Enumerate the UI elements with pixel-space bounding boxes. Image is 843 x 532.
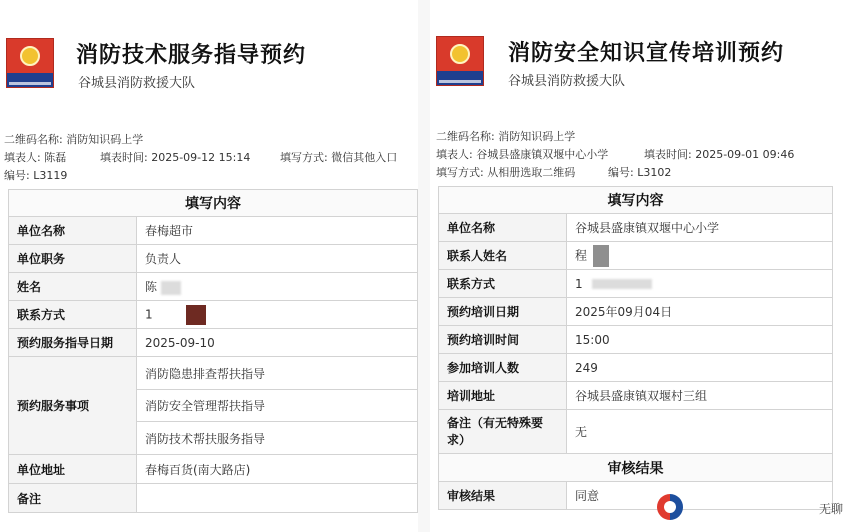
qrcode-name: 二维码名称: 消防知识码上学 — [436, 130, 576, 143]
contact-value: 1 — [145, 307, 153, 321]
fill-method: 填写方式: 微信其他入口 — [280, 151, 398, 164]
training-time-value: 15:00 — [567, 326, 833, 354]
remark-value — [137, 484, 418, 513]
table-row — [9, 273, 418, 301]
watermark-text: 无聊 — [819, 502, 843, 516]
service-item: 消防技术帮扶服务指导 — [137, 422, 418, 455]
table-row — [9, 357, 418, 390]
service-item: 消防安全管理帮扶指导 — [137, 390, 418, 422]
field-label: 审核结果 — [439, 482, 567, 510]
table-row — [439, 410, 833, 454]
unit-name-value: 春梅超市 — [137, 217, 418, 245]
form-content-table — [8, 189, 418, 513]
field-label: 备注 — [9, 484, 137, 513]
table-row — [9, 217, 418, 245]
review-result-value: 同意 — [567, 482, 833, 510]
table-row — [439, 298, 833, 326]
table-row — [9, 329, 418, 357]
table-row — [9, 455, 418, 484]
table-row — [9, 245, 418, 273]
table-row — [439, 382, 833, 410]
form-content-table — [438, 186, 833, 510]
blurred-redaction — [593, 245, 609, 267]
section-title: 填写内容 — [9, 190, 418, 217]
left-form-panel — [0, 0, 418, 532]
review-section-title: 审核结果 — [439, 454, 833, 482]
contact-value: 1 — [575, 276, 583, 291]
training-address-value: 谷城县盛康镇双堰村三组 — [567, 382, 833, 410]
record-number: 编号: L3119 — [4, 169, 68, 182]
participant-count-value: 249 — [567, 354, 833, 382]
table-row — [439, 354, 833, 382]
organization-name: 谷城县消防救援大队 — [508, 74, 626, 89]
contact-name-value: 程 — [575, 248, 588, 262]
training-date-value: 2025年09月04日 — [567, 298, 833, 326]
field-label: 单位名称 — [9, 217, 137, 245]
blurred-redaction — [592, 279, 652, 289]
table-row — [9, 484, 418, 513]
field-label: 联系人姓名 — [439, 242, 567, 270]
fill-method: 填写方式: 从相册选取二维码 — [436, 166, 576, 179]
organization-name: 谷城县消防救援大队 — [78, 76, 196, 91]
fire-rescue-logo-icon — [436, 36, 484, 86]
name-value: 陈 — [145, 280, 158, 294]
filler-name: 填表人: 谷城县盛康镇双堰中心小学 — [436, 148, 609, 161]
fill-time: 填表时间: 2025-09-01 09:46 — [644, 148, 795, 161]
table-row — [439, 326, 833, 354]
page-title: 消防技术服务指导预约 — [76, 43, 307, 68]
table-row — [439, 214, 833, 242]
contact-value-cell — [567, 270, 833, 298]
fire-rescue-logo-icon — [6, 38, 54, 88]
field-label: 姓名 — [9, 273, 137, 301]
redaction-block — [186, 305, 206, 325]
field-label: 单位名称 — [439, 214, 567, 242]
fill-time: 填表时间: 2025-09-12 15:14 — [100, 151, 251, 164]
field-label: 培训地址 — [439, 382, 567, 410]
unit-name-value: 谷城县盛康镇双堰中心小学 — [567, 214, 833, 242]
right-form-panel — [430, 0, 833, 532]
contact-value-cell — [137, 301, 418, 329]
table-row — [9, 301, 418, 329]
blurred-redaction — [161, 281, 181, 295]
field-label: 参加培训人数 — [439, 354, 567, 382]
watermark — [633, 494, 843, 522]
table-row — [439, 270, 833, 298]
position-value: 负责人 — [137, 245, 418, 273]
contact-name-cell — [567, 242, 833, 270]
address-value: 春梅百货(南大路店) — [137, 455, 418, 484]
field-label: 预约培训日期 — [439, 298, 567, 326]
page-title: 消防安全知识宣传培训预约 — [508, 41, 785, 66]
panel-divider — [418, 0, 430, 532]
service-item: 消防隐患排查帮扶指导 — [137, 357, 418, 390]
name-value-cell — [137, 273, 418, 301]
field-label: 联系方式 — [9, 301, 137, 329]
field-label: 单位地址 — [9, 455, 137, 484]
field-label: 联系方式 — [439, 270, 567, 298]
field-label: 预约服务指导日期 — [9, 329, 137, 357]
record-number: 编号: L3102 — [608, 166, 672, 179]
filler-name: 填表人: 陈磊 — [4, 151, 67, 164]
section-title: 填写内容 — [439, 187, 833, 214]
watermark-logo-icon — [657, 494, 683, 520]
field-label: 单位职务 — [9, 245, 137, 273]
field-label: 预约培训时间 — [439, 326, 567, 354]
field-label: 预约服务事项 — [9, 357, 137, 455]
service-date-value: 2025-09-10 — [137, 329, 418, 357]
field-label: 备注（有无特殊要求） — [439, 410, 567, 454]
table-row — [439, 242, 833, 270]
qrcode-name: 二维码名称: 消防知识码上学 — [4, 133, 144, 146]
remark-value: 无 — [567, 410, 833, 454]
